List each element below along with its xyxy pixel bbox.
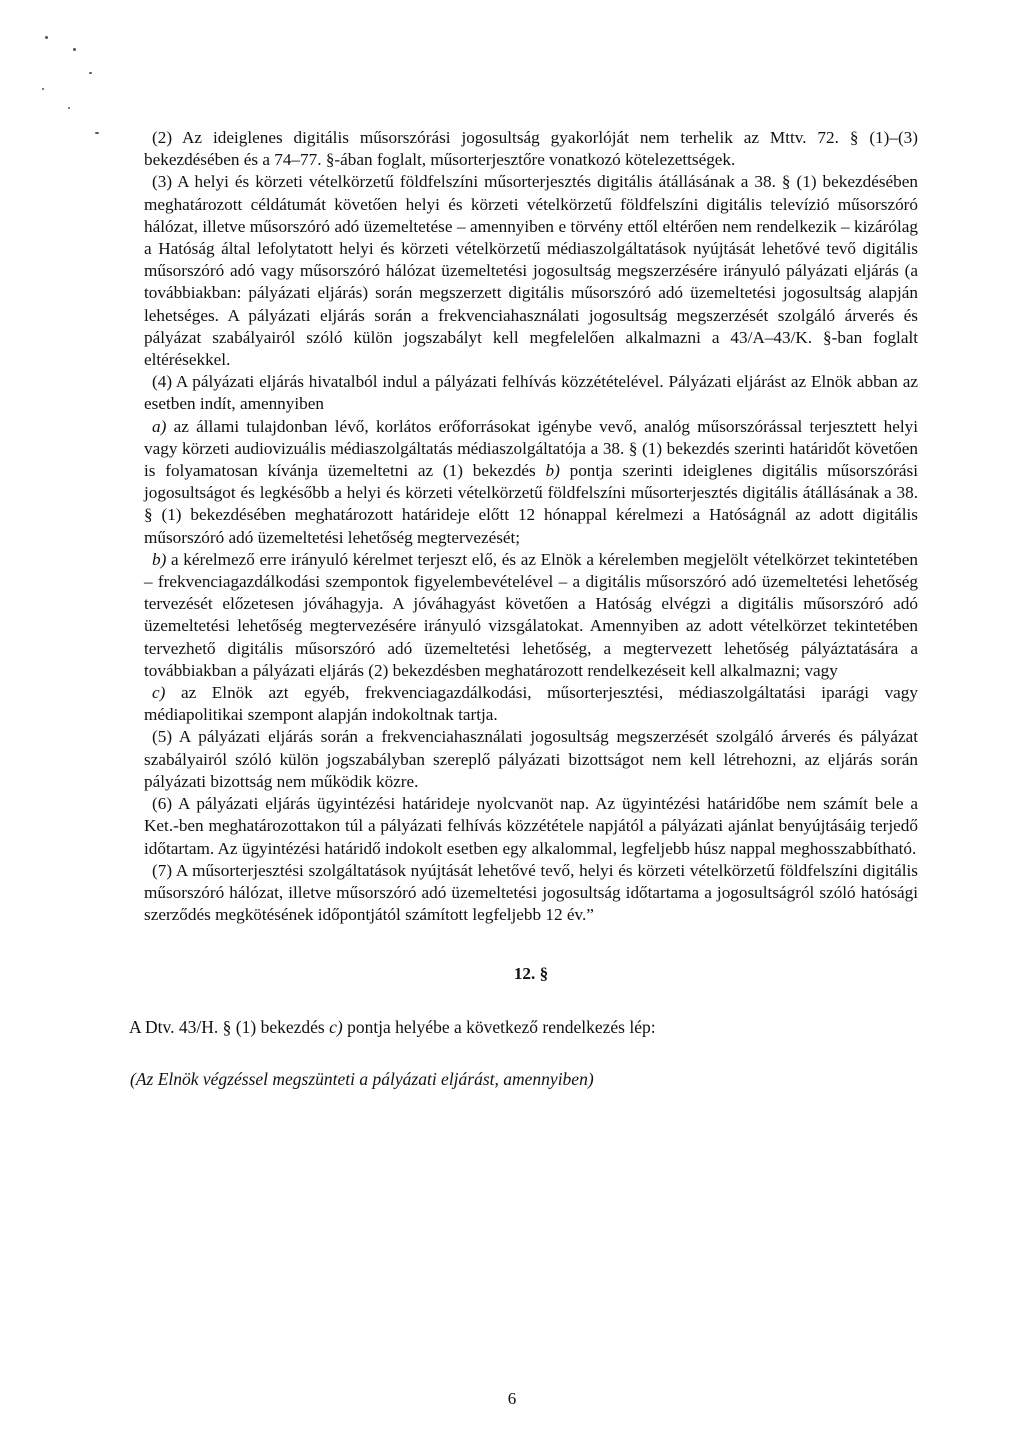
amendment-context: (Az Elnök végzéssel megszünteti a pályázati eljárást, amennyiben)	[130, 1068, 594, 1089]
document-body	[129, 127, 918, 1090]
amendment-intro-reference: c)	[329, 1016, 343, 1037]
scan-speck	[68, 107, 70, 109]
scan-speck	[89, 72, 92, 74]
item-b-label: b)	[152, 549, 167, 569]
paragraph-5: (5) A pályázati eljárás során a frekvenciahasználati jogosultság megszerzését szolgáló árverés és pályázat szabályairól szóló külön jogszabályban szereplő pályázati bizottságot nem kell létrehozni, az eljárás során pályázati bizottság nem működik közre.	[144, 727, 918, 791]
scan-speck	[42, 88, 44, 90]
item-b-text: a kérelmező erre irányuló kérelmet terjeszt elő, és az Elnök a kérelemben megjelölt vételkörzet tekintetében – frekvenciagazdálkodási szempontok figyelembevételével – a digitális műsorszóró adó üzemeltetési lehetőség tervezését előzetesen jóváhagyja. A jóváhagyást követően a Hatóság elvégzi a digitális műsorszóró adó üzemeltetési lehetőség megtervezésére irányuló vizsgálatokat. Amennyiben az adott vételkörzet tekintetében tervezhető digitális műsorszóró adó üzemeltetési lehetőség, a megtervezett lehetőség pályáztatására a továbbiakban a pályázati eljárás (2) bekezdésben meghatározott rendelkezéseit kell alkalmazni; vagy	[144, 549, 918, 680]
paragraph-7: (7) A műsorterjesztési szolgáltatások nyújtását lehetővé tevő, helyi és körzeti vételkörzetű földfelszíni digitális műsorszóró hálózat, illetve műsorszóró adó üzemeltetési jogosultság időtartama a jogosultságról szóló hatósági szerződés megkötésének időpontjától számított legfeljebb 12 év.”	[144, 860, 918, 925]
page-number: 6	[507, 1389, 517, 1408]
scan-speck	[73, 48, 76, 51]
item-a-label: a)	[152, 416, 167, 436]
amendment-intro	[129, 1016, 918, 1038]
item-a-text: az állami tulajdonban lévő, korlátos erőforrásokat igénybe vevő, analóg műsorszórással terjesztett helyi vagy körzeti audiovizuális médiaszolgáltatás médiaszolgáltatója a 38. § (1) bekezdés szerinti határidőt követően is folyamatosan kívánja üzemeltetni az (1) bekezdés	[144, 416, 918, 481]
item-a-reference: b)	[545, 461, 560, 481]
item-c-text: az Elnök azt egyéb, frekvenciagazdálkodási, műsorterjesztési, médiaszolgáltatási iparági vagy médiapolitikai szempont alapján indokoltnak tartja.	[144, 683, 918, 725]
section-heading: 12. §	[513, 964, 549, 984]
amendment-intro-text-end: pontja helyébe a következő rendelkezés lép:	[342, 1016, 656, 1037]
list-item-b	[144, 549, 918, 682]
item-a-text-continued: pontja szerinti ideiglenes digitális műsorszórási jogosultságot és legkésőbb a helyi és körzeti vételkörzetű földfelszíni műsorterjesztés digitális átállásának a 38. § (1) bekezdésében meghatározott határideje előtt 12 hónappal kérelmezi a Hatóságnál az adott digitális műsorszóró adó üzemeltetési lehetőség megtervezését;	[144, 461, 918, 547]
scan-speck	[95, 132, 99, 134]
list-item-c	[144, 682, 918, 726]
list-item-a	[144, 416, 918, 549]
scan-speck	[45, 36, 48, 39]
paragraph-6: (6) A pályázati eljárás ügyintézési határideje nyolcvanöt nap. Az ügyintézési határidőbe nem számít bele a Ket.-ben meghatározottakon túl a pályázati felhívás közzététele napjától a pályázati ajánlat benyújtásáig terjedő időtartam. Az ügyintézési határidő indokolt esetben egy alkalommal, legfeljebb húsz nappal meghosszabbítható.	[144, 794, 918, 858]
amendment-intro-text: A Dtv. 43/H. § (1) bekezdés	[129, 1016, 330, 1037]
paragraph-3: (3) A helyi és körzeti vételkörzetű földfelszíni műsorterjesztés digitális átállásának a 38. § (1) bekezdésében meghatározott céldátumát követően helyi és körzeti vételkörzetű földfelszíni digitális televízió műsorszóró hálózat, illetve műsorszóró adó üzemeltetése – amennyiben e törvény ettől eltérően nem rendelkezik – kizárólag a Hatóság által lefolytatott helyi és körzeti vételkörzetű médiaszolgáltatások nyújtását lehetővé tevő digitális műsorszóró adó vagy műsorszóró hálózat üzemeltetési jogosultság megszerzésére irányuló pályázati eljárás (a továbbiakban: pályázati eljárás) során megszerzett digitális műsorszóró adó üzemeltetési jogosultság alapján lehetséges. A pályázati eljárás során a frekvenciahasználati jogosultság megszerzését szolgáló árverés és pályázat szabályairól szóló külön jogszabályt kell megfelelően alkalmazni a 43/A–43/K. §-ban foglalt eltérésekkel.	[144, 172, 918, 370]
paragraph-4: (4) A pályázati eljárás hivatalból indul a pályázati felhívás közzétételével. Pályázati eljárást az Elnök abban az esetben indít, amennyiben	[144, 372, 918, 414]
item-c-label: c)	[152, 683, 166, 703]
paragraph-2: (2) Az ideiglenes digitális műsorszórási jogosultság gyakorlóját nem terhelik az Mttv. 72. § (1)–(3) bekezdésében és a 74–77. §-ában foglalt, műsorterjesztőre vonatkozó kötelezettségek.	[144, 128, 918, 170]
